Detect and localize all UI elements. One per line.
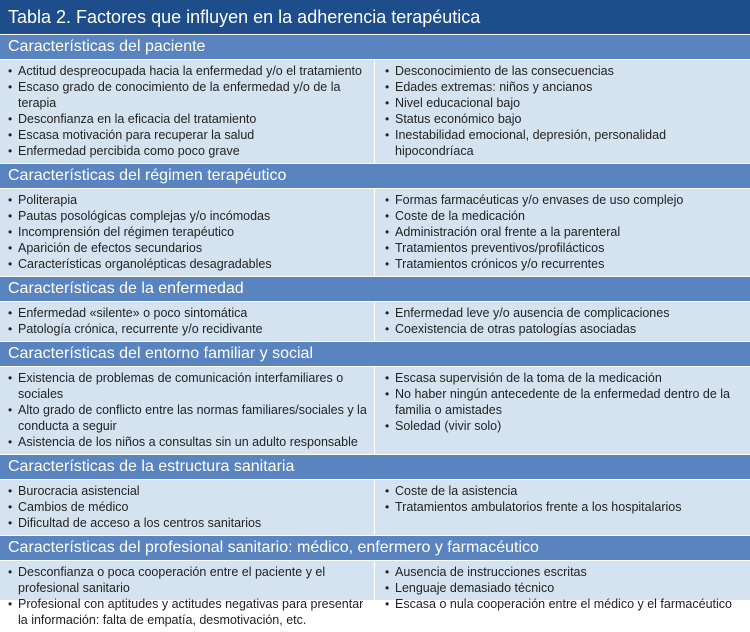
list-item: • Escaso grado de conocimiento de la enfermedad y/o de la terapia <box>8 79 370 111</box>
factor-list <box>8 192 370 272</box>
list-item: • Enfermedad leve y/o ausencia de complicaciones <box>385 305 746 321</box>
left-column <box>0 561 375 632</box>
factor-list <box>8 63 370 159</box>
factor-list <box>385 63 746 159</box>
right-column <box>375 367 750 454</box>
list-item: • Ausencia de instrucciones escritas <box>385 564 746 580</box>
list-item: • Escasa motivación para recuperar la salud <box>8 127 370 143</box>
left-column <box>0 189 375 276</box>
list-item: • Coste de la asistencia <box>385 483 746 499</box>
list-item: • Lenguaje demasiado técnico <box>385 580 746 596</box>
factor-list <box>8 370 370 450</box>
list-item: • Escasa supervisión de la toma de la medicación <box>385 370 746 386</box>
section-heading: Características del paciente <box>0 34 750 60</box>
list-item: • Asistencia de los niños a consultas sin un adulto responsable <box>8 434 370 450</box>
list-item: • Enfermedad «silente» o poco sintomática <box>8 305 370 321</box>
section-heading: Características de la estructura sanitaria <box>0 454 750 480</box>
list-item: • Soledad (vivir solo) <box>385 418 746 434</box>
section-regimen <box>0 163 750 276</box>
list-item: • Nivel educacional bajo <box>385 95 746 111</box>
list-item: • Desconocimiento de las consecuencias <box>385 63 746 79</box>
list-item: • Actitud despreocupada hacia la enfermedad y/o el tratamiento <box>8 63 370 79</box>
list-item: • Tratamientos preventivos/profilácticos <box>385 240 746 256</box>
table-title: Tabla 2. Factores que influyen en la adherencia terapéutica <box>0 0 750 34</box>
right-column <box>375 189 750 276</box>
list-item: • Tratamientos ambulatorios frente a los hospitalarios <box>385 499 746 515</box>
factor-list <box>385 370 746 434</box>
list-item: • Existencia de problemas de comunicación interfamiliares o sociales <box>8 370 370 402</box>
list-item: • Desconfianza en la eficacia del tratamiento <box>8 111 370 127</box>
section-heading: Características del entorno familiar y social <box>0 341 750 367</box>
list-item: • Politerapia <box>8 192 370 208</box>
list-item: • Patología crónica, recurrente y/o recidivante <box>8 321 370 337</box>
factor-list <box>385 564 746 612</box>
list-item: • Incomprensión del régimen terapéutico <box>8 224 370 240</box>
section-patient <box>0 34 750 163</box>
list-item: • Administración oral frente a la parenteral <box>385 224 746 240</box>
right-column <box>375 302 750 341</box>
right-column <box>375 561 750 632</box>
factor-list <box>8 564 370 628</box>
list-item: • Aparición de efectos secundarios <box>8 240 370 256</box>
right-column <box>375 60 750 163</box>
list-item: • Características organolépticas desagradables <box>8 256 370 272</box>
list-item: • Pautas posológicas complejas y/o incómodas <box>8 208 370 224</box>
left-column <box>0 480 375 535</box>
list-item: • Desconfianza o poca cooperación entre el paciente y el profesional sanitario <box>8 564 370 596</box>
list-item: • No haber ningún antecedente de la enfermedad dentro de la familia o amistades <box>385 386 746 418</box>
list-item: • Enfermedad percibida como poco grave <box>8 143 370 159</box>
section-healthcare-professional <box>0 535 750 632</box>
list-item: • Alto grado de conflicto entre las normas familiares/sociales y la conducta a seguir <box>8 402 370 434</box>
section-heading: Características del régimen terapéutico <box>0 163 750 189</box>
list-item: • Edades extremas: niños y ancianos <box>385 79 746 95</box>
section-heading: Características del profesional sanitario: médico, enfermero y farmacéutico <box>0 535 750 561</box>
list-item: • Escasa o nula cooperación entre el médico y el farmacéutico <box>385 596 746 612</box>
list-item: • Formas farmacéuticas y/o envases de uso complejo <box>385 192 746 208</box>
list-item: • Status económico bajo <box>385 111 746 127</box>
factor-list <box>385 305 746 337</box>
section-heading: Características de la enfermedad <box>0 276 750 302</box>
list-item: • Tratamientos crónicos y/o recurrentes <box>385 256 746 272</box>
list-item: • Burocracia asistencial <box>8 483 370 499</box>
factor-list <box>385 483 746 515</box>
section-family-social <box>0 341 750 454</box>
list-item: • Coexistencia de otras patologías asociadas <box>385 321 746 337</box>
factor-list <box>8 483 370 531</box>
section-healthcare-structure <box>0 454 750 535</box>
left-column <box>0 367 375 454</box>
section-disease <box>0 276 750 341</box>
factor-list <box>8 305 370 337</box>
list-item: • Dificultad de acceso a los centros sanitarios <box>8 515 370 531</box>
list-item: • Profesional con aptitudes y actitudes negativas para presentar la información: falta de empatía, desmotivación, etc. <box>8 596 370 628</box>
factor-list <box>385 192 746 272</box>
left-column <box>0 60 375 163</box>
list-item: • Inestabilidad emocional, depresión, personalidad hipocondríaca <box>385 127 746 159</box>
list-item: • Cambios de médico <box>8 499 370 515</box>
right-column <box>375 480 750 535</box>
left-column <box>0 302 375 341</box>
list-item: • Coste de la medicación <box>385 208 746 224</box>
